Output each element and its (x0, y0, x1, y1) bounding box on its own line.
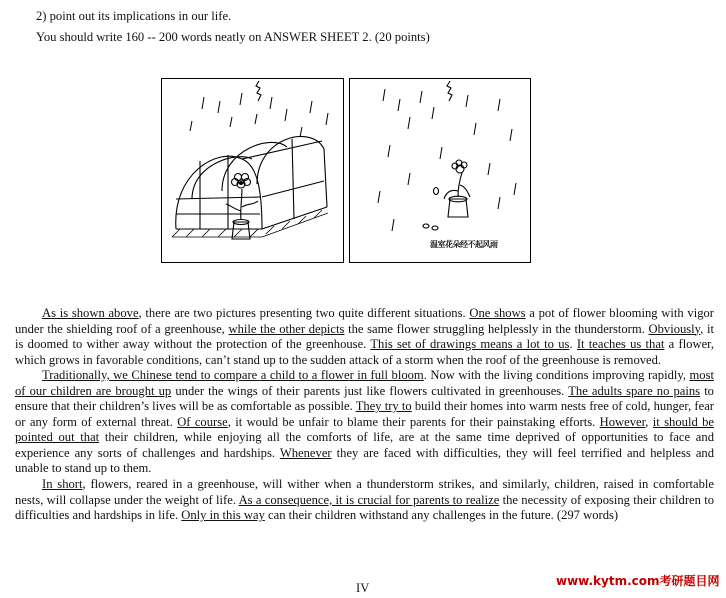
paragraph-3-text: In short, flowers, reared in a greenhouse, will wither when a thunderstorm strikes, and similarly, children, raised in comfortable nests, will collapse under the weight of life. As a consequence, it is crucial for parents to realize the necessity of exposing their children to difficulties and hardships in life. Only in this way can their children withstand any challenges in the future. (297 words) (15, 477, 714, 523)
underlined-phrase: As a consequence, it is crucial for parents to realize (238, 492, 500, 507)
underlined-phrase: This set of drawings means a lot to us (370, 337, 570, 352)
rain-icon (378, 89, 516, 231)
underlined-phrase: One shows (469, 306, 526, 320)
underlined-phrase: Whenever (279, 445, 332, 460)
task-instruction-line-1: 2) point out its implications in our life. (36, 9, 232, 23)
essay-paragraph-3 (15, 477, 714, 524)
underlined-phrase: Obviously (648, 321, 701, 336)
paragraph-2-text: Traditionally, we Chinese tend to compare a child to a flower in full bloom. Now with the living conditions improving rapidly, most of our children are brought up under the wings of their parents just like flowers cultivated in greenhouses. The adults spare no pains to ensure that their children’s lives will be as comfortable as possible. They try to build their homes into warm nests free of cold, hunger, fear or any form of external threat. Of course, it would be unfair to blame their parents for their painstaking efforts. However, it should be pointed out that their children, while enjoying all the comforts of life, are at the same time deprived of opportunities to face and experience any sorts of challenges and hardships. Whenever they are faced with difficulties, they will feel terrified and helpless and unable to stand up to them. (15, 368, 714, 476)
watermark: www.kytm.com考研题目网 (556, 574, 720, 588)
underlined-phrase: Of course (177, 414, 228, 429)
underlined-phrase: As is shown above (42, 306, 139, 320)
falling-petals-icon (423, 188, 439, 231)
task-instruction-line-2: You should write 160 -- 200 words neatly on ANSWER SHEET 2. (20 points) (36, 30, 430, 44)
essay-paragraph-2 (15, 368, 714, 477)
underlined-phrase: it should be pointed out that (15, 414, 714, 445)
essay-paragraph-1 (15, 306, 714, 368)
paragraph-1-text: As is shown above, there are two pictures presenting two quite different situations. One shows a pot of flower blooming with vigor under the shielding roof of a greenhouse, while the other depicts the same flower struggling helplessly in the thunderstorm. Obviously, it is doomed to wither away without the protection of the greenhouse. This set of drawings means a lot to us. It teaches us that a flower, which grows in favorable conditions, can’t stand up to the sudden attack of a storm when the roof of the greenhouse is removed. (15, 306, 715, 367)
lightning-icon (256, 81, 261, 101)
wilted-flower-icon (444, 160, 470, 217)
illustration-greenhouse (161, 78, 344, 263)
underlined-phrase: while the other depicts (228, 321, 345, 336)
page-number: IV (356, 581, 370, 595)
lightning-icon (447, 81, 452, 101)
underlined-phrase: They try to (355, 399, 412, 414)
illustration-caption: 温室花朵经不起风雨 (430, 240, 498, 249)
underlined-phrase: It teaches us that (576, 337, 665, 352)
underlined-phrase: most of our children are brought up (15, 368, 714, 398)
underlined-phrase: Only in this way (181, 508, 265, 523)
underlined-phrase: The adults spare no pains (568, 383, 701, 398)
illustration-storm (349, 78, 531, 263)
underlined-phrase: In short (42, 477, 83, 492)
sample-essay (15, 306, 714, 524)
underlined-phrase: However (599, 414, 646, 429)
underlined-phrase: Traditionally, we Chinese tend to compare a child to a flower in full bloom (42, 368, 424, 383)
